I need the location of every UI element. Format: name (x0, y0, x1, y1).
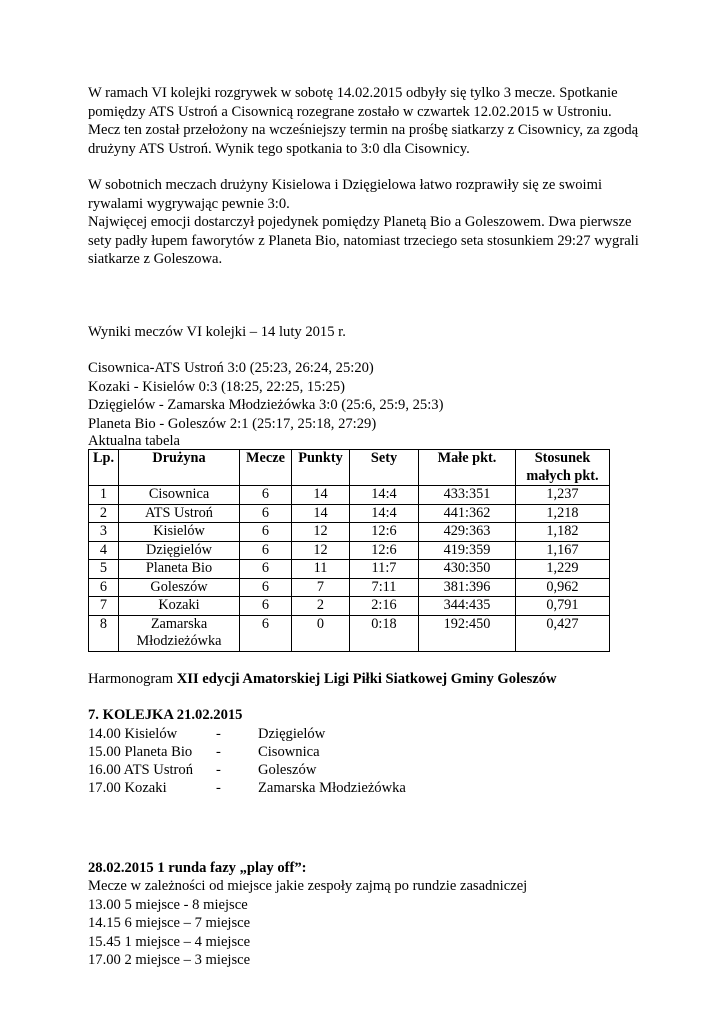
header-ratio-line2: małych pkt. (526, 467, 599, 484)
cell-lp: 1 (89, 486, 119, 505)
cell-points: 12 (292, 541, 350, 560)
table-row (89, 486, 610, 505)
cell-sets: 11:7 (350, 560, 419, 579)
schedule-row (88, 725, 648, 743)
match-result: Kozaki - Kisielów 0:3 (18:25, 22:25, 15:25) (88, 378, 345, 395)
cell-team: ATS Ustroń (119, 504, 240, 523)
cell-sets: 14:4 (350, 504, 419, 523)
text-line: Najwięcej emocji dostarczył pojedynek pomiędzy Planetą Bio a Goleszowem. Dwa pierwsze (88, 214, 632, 230)
playoff-note: Mecze w zależności od miejsce jakie zespoły zajmą po rundzie zasadniczej (88, 878, 528, 894)
cell-team: Dzięgielów (119, 541, 240, 560)
table-caption: Aktualna tabela (88, 433, 180, 449)
text-line: sety padły łupem faworytów z Planeta Bio, natomiast trzeciego seta stosunkiem 29:27 wygrali (88, 232, 639, 249)
cell-small-points: 381:396 (419, 578, 516, 597)
text-line: Mecz ten został przełożony na wcześniejszy termin na prośbę siatkarzy z Cisownicy, za zgodą (88, 122, 639, 138)
schedule-row (88, 743, 648, 761)
cell-team (119, 615, 240, 651)
header-sets: Sety (350, 450, 419, 486)
cell-team-line1: Zamarska (150, 615, 208, 632)
playoff-row: 17.00 2 miejsce – 3 miejsce (88, 952, 251, 968)
table-row (89, 578, 610, 597)
table-header-row (89, 450, 610, 486)
cell-sets: 2:16 (350, 597, 419, 616)
cell-matches: 6 (240, 486, 292, 505)
schedule-separator: - (216, 743, 221, 760)
schedule-heading-plain: Harmonogram (88, 670, 177, 687)
cell-small-points: 433:351 (419, 486, 516, 505)
cell-lp: 6 (89, 578, 119, 597)
schedule-time-home: 16.00 ATS Ustroń (88, 761, 194, 778)
cell-matches: 6 (240, 615, 292, 651)
cell-team: Planeta Bio (119, 560, 240, 579)
match-result: Dzięgielów - Zamarska Młodzieżówka 3:0 (25:6, 25:9, 25:3) (88, 397, 444, 413)
cell-team: Kisielów (119, 523, 240, 542)
header-matches: Mecze (240, 450, 292, 486)
cell-team: Cisownica (119, 486, 240, 505)
schedule-separator: - (216, 779, 221, 796)
standings-table (88, 449, 610, 652)
schedule-away: Cisownica (258, 743, 320, 760)
schedule-time-home: 14.00 Kisielów (88, 725, 178, 742)
cell-lp: 2 (89, 504, 119, 523)
text-line: drużyny ATS Ustroń. Wynik tego spotkania to 3:0 dla Cisownicy. (88, 140, 470, 157)
cell-points: 7 (292, 578, 350, 597)
schedule-heading (88, 670, 648, 689)
cell-matches: 6 (240, 504, 292, 523)
text-line: W ramach VI kolejki rozgrywek w sobotę 14.02.2015 odbyły się tylko 3 mecze. Spotkanie (88, 85, 618, 101)
table-row (89, 597, 610, 616)
cell-matches: 6 (240, 523, 292, 542)
header-points: Punkty (292, 450, 350, 486)
cell-team-line2: Młodzieżówka (136, 633, 222, 649)
header-ratio (516, 450, 610, 486)
cell-points: 12 (292, 523, 350, 542)
schedule-away: Goleszów (258, 761, 317, 778)
cell-matches: 6 (240, 597, 292, 616)
cell-ratio: 1,182 (516, 523, 610, 542)
cell-lp: 4 (89, 541, 119, 560)
table-row (89, 615, 610, 651)
document-page (88, 84, 648, 970)
cell-points: 11 (292, 560, 350, 579)
round7-title-text: 7. KOLEJKA 21.02.2015 (88, 707, 243, 723)
cell-small-points: 441:362 (419, 504, 516, 523)
header-ratio-line1: Stosunek (534, 450, 591, 466)
text-line: pomiędzy ATS Ustroń a Cisownicą rozegrane zostało w czwartek 12.02.2015 w Ustroniu. (88, 103, 612, 120)
playoff-row: 13.00 5 miejsce - 8 miejsce (88, 896, 248, 913)
table-row (89, 541, 610, 560)
round7-schedule (88, 725, 648, 797)
table-row (89, 504, 610, 523)
cell-ratio: 1,237 (516, 486, 610, 505)
cell-points: 14 (292, 486, 350, 505)
match-result: Cisownica-ATS Ustroń 3:0 (25:23, 26:24, 25:20) (88, 360, 374, 376)
results-heading: Wyniki meczów VI kolejki – 14 luty 2015 r. (88, 323, 346, 340)
cell-ratio: 0,427 (516, 615, 610, 651)
text-line: W sobotnich meczach drużyny Kisielowa i Dzięgielowa łatwo rozprawiły się ze swoimi (88, 177, 603, 193)
playoff-title-text: 28.02.2015 1 runda fazy „play off”: (88, 859, 307, 876)
cell-matches: 6 (240, 578, 292, 597)
header-lp: Lp. (89, 450, 119, 486)
cell-matches: 6 (240, 560, 292, 579)
playoff-row: 15.45 1 miejsce – 4 miejsce (88, 933, 251, 950)
cell-matches: 6 (240, 541, 292, 560)
cell-ratio: 0,791 (516, 597, 610, 616)
cell-small-points: 429:363 (419, 523, 516, 542)
cell-lp: 3 (89, 523, 119, 542)
cell-sets: 0:18 (350, 615, 419, 651)
cell-sets: 12:6 (350, 523, 419, 542)
schedule-separator: - (216, 761, 221, 778)
cell-sets: 7:11 (350, 578, 419, 597)
cell-small-points: 192:450 (419, 615, 516, 651)
text-line: siatkarze z Goleszowa. (88, 251, 223, 267)
cell-sets: 12:6 (350, 541, 419, 560)
table-row (89, 523, 610, 542)
playoff-row: 14.15 6 miejsce – 7 miejsce (88, 915, 251, 931)
cell-ratio: 1,167 (516, 541, 610, 560)
intro-paragraph-2 (88, 176, 648, 269)
text-line: rywalami wygrywając pewnie 3:0. (88, 195, 290, 212)
schedule-heading-bold: XII edycji Amatorskiej Ligi Piłki Siatkowej Gminy Goleszów (176, 670, 557, 687)
cell-points: 14 (292, 504, 350, 523)
cell-ratio: 1,229 (516, 560, 610, 579)
header-team: Drużyna (119, 450, 240, 486)
schedule-row (88, 779, 648, 797)
schedule-separator: - (216, 725, 221, 742)
cell-small-points: 419:359 (419, 541, 516, 560)
schedule-away: Zamarska Młodzieżówka (258, 779, 406, 796)
cell-points: 2 (292, 597, 350, 616)
table-row (89, 560, 610, 579)
schedule-time-home: 15.00 Planeta Bio (88, 743, 193, 760)
cell-points: 0 (292, 615, 350, 651)
cell-lp: 8 (89, 615, 119, 651)
intro-paragraph-1 (88, 84, 648, 158)
playoff-title (88, 859, 648, 878)
round7-title (88, 706, 648, 725)
playoff-schedule (88, 896, 648, 970)
match-results (88, 359, 648, 433)
cell-small-points: 344:435 (419, 597, 516, 616)
schedule-away: Dzięgielów (258, 725, 326, 742)
match-result: Planeta Bio - Goleszów 2:1 (25:17, 25:18, 27:29) (88, 415, 377, 432)
header-small-points: Małe pkt. (419, 450, 516, 486)
cell-sets: 14:4 (350, 486, 419, 505)
cell-ratio: 1,218 (516, 504, 610, 523)
cell-ratio: 0,962 (516, 578, 610, 597)
cell-team: Kozaki (119, 597, 240, 616)
cell-team: Goleszów (119, 578, 240, 597)
cell-lp: 7 (89, 597, 119, 616)
schedule-row (88, 761, 648, 779)
cell-lp: 5 (89, 560, 119, 579)
schedule-time-home: 17.00 Kozaki (88, 779, 167, 796)
cell-small-points: 430:350 (419, 560, 516, 579)
